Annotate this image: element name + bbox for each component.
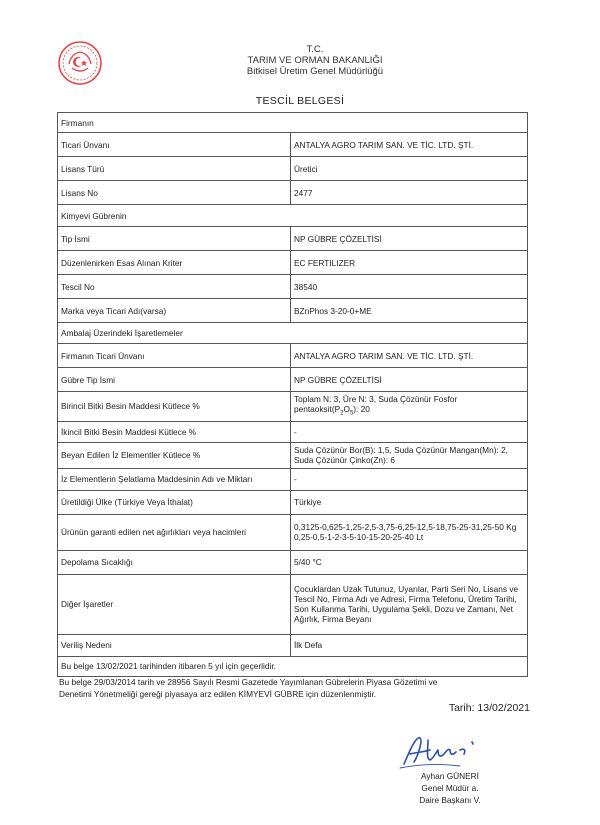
header-tc: T.C. (306, 44, 324, 55)
chelate-label: İz Elementlerin Şelatlama Maddesinin Adı ve Miktarı (58, 468, 291, 490)
table-row (58, 157, 528, 181)
primary-oxygen: O (343, 404, 350, 414)
signatory-title-2: Daire Başkanı V. (419, 795, 481, 805)
table-row (58, 251, 528, 275)
section-firm: Firmanın (58, 113, 528, 133)
type-name-label: Tip İsmi (58, 227, 291, 251)
primary-line-end: ): 20 (353, 404, 370, 414)
table-row (58, 634, 528, 656)
table-row (58, 205, 528, 227)
table-row (58, 392, 528, 422)
country-label: Üretildiği Ülke (Türkiye Veya İthalat) (58, 490, 291, 514)
pkg-type-label: Gübre Tip İsmi (58, 368, 291, 392)
primary-sub-2: 2 (340, 410, 344, 417)
storage-value: 5/40 °C (291, 550, 528, 574)
table-row (58, 299, 528, 323)
reason-value: İlk Defa (291, 634, 528, 656)
micro-element-label: Beyan Edilen İz Elementler Kütlece % (58, 442, 291, 468)
table-row (58, 656, 528, 676)
secondary-nutrient-label: İkincil Bitki Besin Maddesi Kütlece % (58, 421, 291, 442)
table-row (58, 368, 528, 392)
primary-line-1: Toplam N: 3, Üre N: 3, Suda Çözünür Fosfor (294, 394, 458, 404)
table-row (58, 227, 528, 251)
issue-date: Tarih: 13/02/2021 (448, 702, 530, 714)
storage-label: Depolama Sıcaklığı (58, 550, 291, 574)
pkg-type-value: NP GÜBRE ÇÖZELTİSİ (291, 368, 528, 392)
table-row (58, 275, 528, 299)
reg-no-value: 38540 (291, 275, 528, 299)
weights-lt: 0,25-0,5-1-2-3-5-10-15-20-25-40 Lt (294, 532, 424, 543)
pkg-trade-name-value: ANTALYA AGRO TARIM SAN. VE TİC. LTD. ŞTİ. (291, 344, 528, 368)
validity-note: Bu belge 13/02/2021 tarihinden itibaren 5 yıl için geçerlidir. (58, 656, 528, 676)
table-row (58, 323, 528, 344)
signatory-title-1: Genel Müdür a. (421, 783, 479, 793)
registration-table (57, 112, 528, 677)
table-row (58, 490, 528, 514)
criteria-label: Düzenlenirken Esas Alınan Kriter (58, 251, 291, 275)
weights-value (291, 514, 528, 550)
signatory-name: Ayhan GÜNERİ (421, 771, 479, 781)
table-row (58, 113, 528, 133)
primary-sub-5: 5 (349, 410, 354, 417)
table-row (58, 514, 528, 550)
table-row (58, 181, 528, 205)
primary-nutrient-value (291, 392, 528, 422)
brand-value: BZnPhos 3-20-0+ME (291, 299, 528, 323)
reg-no-label: Tescil No (58, 275, 291, 299)
header-ministry: TARIM VE ORMAN BAKANLIĞI (247, 55, 383, 66)
section-fertilizer: Kimyevi Gübrenin (58, 205, 528, 227)
weights-kg: 0,3125-0,625-1,25-2,5-3,75-6,25-12,5-18,75-25-31,25-50 Kg (294, 522, 517, 533)
reason-label: Veriliş Nedeni (58, 634, 291, 656)
license-no-value: 2477 (291, 181, 528, 205)
document-title: TESCİL BELGESİ (255, 95, 345, 107)
other-marks-label: Diğer İşaretler (58, 574, 291, 634)
table-row (58, 468, 528, 490)
trade-name-label: Ticari Ünvanı (58, 133, 291, 157)
table-row (58, 133, 528, 157)
ministry-logo (57, 40, 103, 86)
micro-element-value: Suda Çözünür Bor(B): 1,5, Suda Çözünür Mangan(Mn): 2, Suda Çözünür Çinko(Zn): 6 (291, 442, 528, 468)
license-no-label: Lisans No (58, 181, 291, 205)
weights-label: Ürünün garanti edilen net ağırlıkları veya hacimleri (58, 514, 291, 550)
table-row (58, 574, 528, 634)
footnote-line-1: Bu belge 29/03/2014 tarih ve 28956 Sayılı Resmi Gazetede Yayımlanan Gübrelerin Piyasa Gözetimi ve (59, 677, 438, 687)
header-directorate: Bitkisel Üretim Genel Müdürlüğü (246, 66, 384, 77)
primary-nutrient-label: Birincil Bitki Besin Maddesi Kütlece % (58, 392, 291, 422)
other-marks-value: Çocuklardan Uzak Tutunuz, Uyarılar, Parti Seri No, Lisans ve Tescil No, Firma Adı ve Adresi, Firma Telefonu, Üretim Tarihi, Son Kullanma Tarihi, Uygulama Şekli, Dozu ve Zamanı, Net Ağırlık, Firma Beyanı (291, 574, 528, 634)
trade-name-value: ANTALYA AGRO TARIM SAN. VE TİC. LTD. ŞTİ. (291, 133, 528, 157)
chelate-value: - (291, 468, 528, 490)
table-row (58, 550, 528, 574)
primary-line-2: pentaoksit(P (294, 404, 341, 414)
section-package: Ambalaj Üzerindeki İşaretlemeler (58, 323, 528, 344)
pkg-trade-name-label: Firmanın Ticari Ünvanı (58, 344, 291, 368)
table-row (58, 442, 528, 468)
type-name-value: NP GÜBRE ÇÖZELTİSİ (291, 227, 528, 251)
signature-image (390, 728, 510, 772)
secondary-nutrient-value: - (291, 421, 528, 442)
brand-label: Marka veya Ticari Adı(varsa) (58, 299, 291, 323)
footnote-line-2: Denetimi Yönetmeliği gereği piyasaya arz edilen KİMYEVİ GÜBRE için düzenlenmiştir. (59, 689, 377, 699)
country-value: Türkiye (291, 490, 528, 514)
table-row (58, 421, 528, 442)
license-type-value: Üretici (291, 157, 528, 181)
license-type-label: Lisans Türü (58, 157, 291, 181)
table-row (58, 344, 528, 368)
criteria-value: EC FERTILIZER (291, 251, 528, 275)
